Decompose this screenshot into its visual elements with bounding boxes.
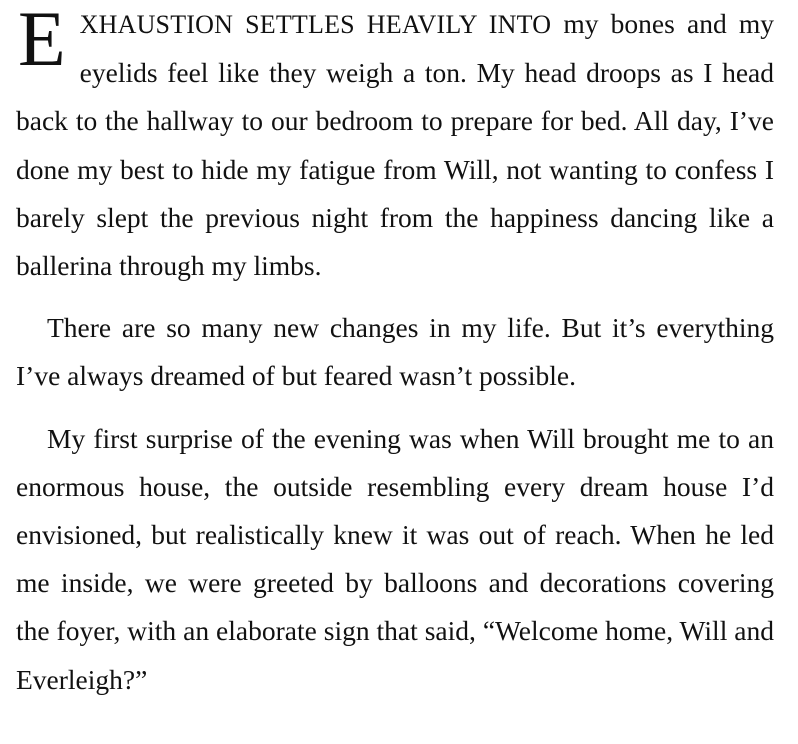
paragraph-3 (16, 415, 774, 704)
paragraph-3-text: My first surprise of the evening was when Will brought me to an enormous house, the outside resembling every dream house I’d envisioned, but realistically knew it was out of reach. When he led me inside, we were greeted by balloons and decorations covering the foyer, with an elaborate sign that said, “Welcome home, Will and Everleigh?” (16, 422, 774, 695)
lead-in-caps: XHAUSTION SETTLES HEAVILY INTO (79, 10, 552, 39)
paragraph-1-text: my bones and my eyelids feel like they weigh a ton. My head droops as I head back to the hallway to our bedroom to prepare for bed. All day, I’ve done my best to hide my fatigue from Will, not wanting to confess I barely slept the previous night from the happiness dancing like a ballerina through my limbs. (16, 8, 774, 282)
paragraph-1 (16, 0, 774, 290)
paragraph-2-text: There are so many new changes in my life. But it’s everything I’ve always dreamed of but feared wasn’t possible. (16, 312, 774, 392)
paragraph-2 (16, 304, 774, 400)
drop-cap: E (18, 0, 66, 82)
